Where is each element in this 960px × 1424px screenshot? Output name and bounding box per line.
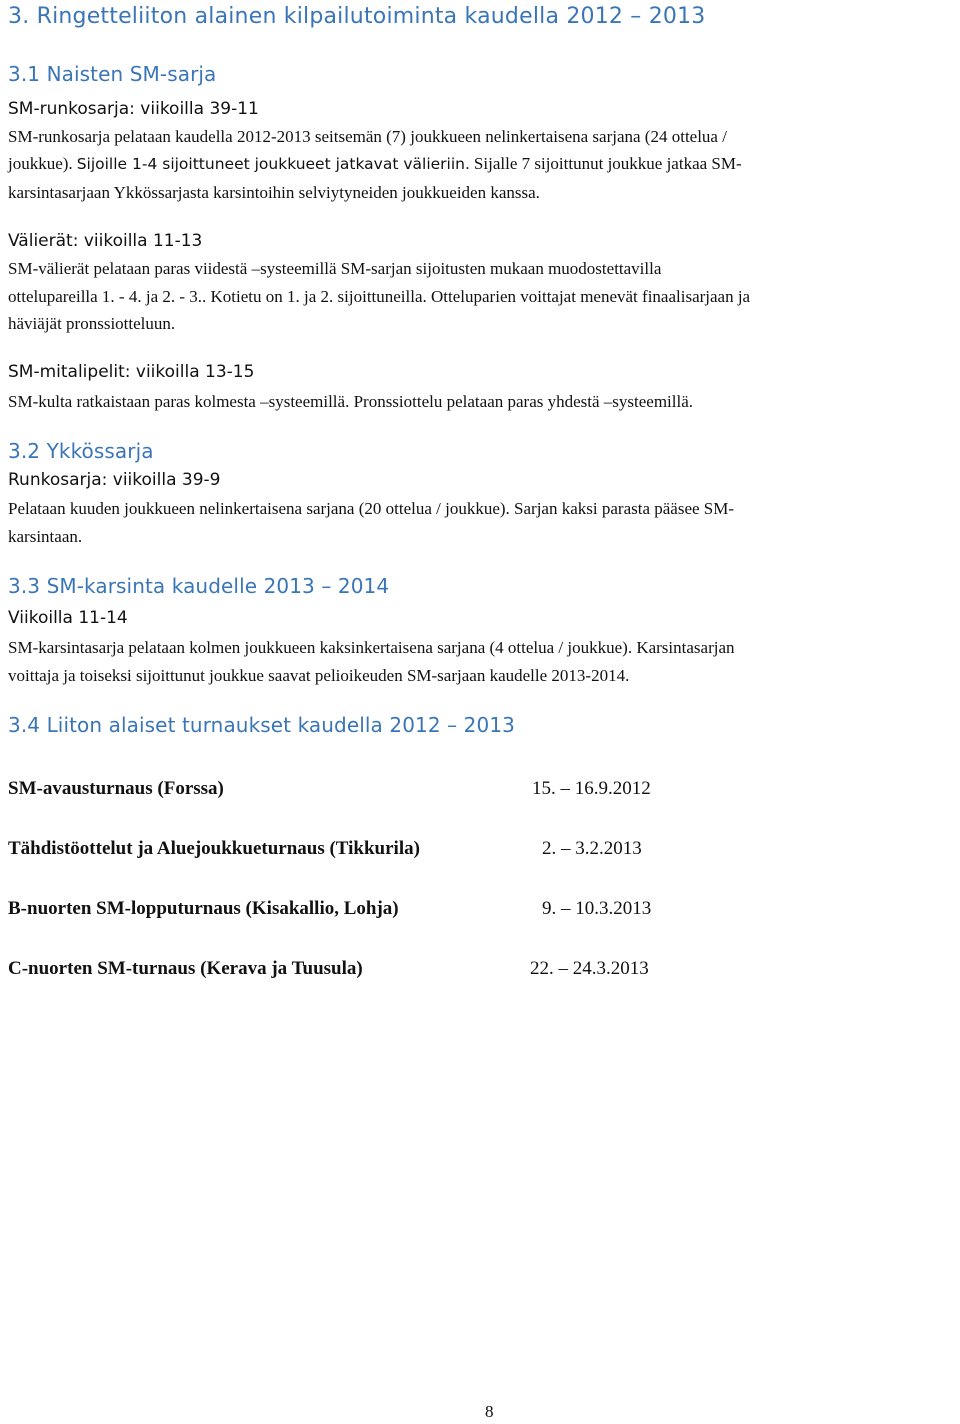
event-name: SM-avausturnaus (Forssa) [8,778,224,799]
event-name: C-nuorten SM-turnaus (Kerava ja Tuusula) [8,958,363,979]
section-3-1-subheading-runkosarja: SM-runkosarja: viikoilla 39-11 [8,99,259,119]
section-3-1-subheading-valierat: Välierät: viikoilla 11-13 [8,231,203,251]
page-number: 8 [485,1402,494,1421]
paragraph-line: karsintaan. [8,527,83,546]
section-3-2-title: 3.2 Ykkössarja [8,439,154,463]
text-span: joukkue). [8,154,73,173]
paragraph-line: karsintasarjaan Ykkössarjasta karsintoihin selviytyneiden joukkueiden kanssa. [8,183,540,202]
event-name: B-nuorten SM-lopputurnaus (Kisakallio, Lohja) [8,898,399,919]
paragraph-line: Pelataan kuuden joukkueen nelinkertaisena sarjana (20 ottelua / joukkue). Sarjan kaksi parasta pääsee SM- [8,499,735,518]
text-span: Sijoille 1-4 sijoittuneet joukkueet jatkavat välieriin. [76,155,470,173]
paragraph-line: häviäjät pronssiotteluun. [8,314,176,333]
event-date: 9. – 10.3.2013 [542,898,652,919]
section-3-2-subheading: Runkosarja: viikoilla 39-9 [8,470,221,490]
paragraph-line: voittaja ja toiseksi sijoittunut joukkue saavat pelioikeuden SM-sarjaan kaudelle 2013-2014. [8,666,630,685]
paragraph-line: SM-kulta ratkaistaan paras kolmesta –systeemillä. Pronssiottelu pelataan paras yhdestä –systeemillä. [8,392,694,411]
paragraph-line: SM-karsintasarja pelataan kolmen joukkueen kaksinkertaisena sarjana (4 ottelua / joukkue). Karsintasarjan [8,638,735,657]
event-date: 2. – 3.2.2013 [542,838,642,859]
event-name: Tähdistöottelut ja Aluejoukkueturnaus (Tikkurila) [8,838,420,859]
main-heading: 3. Ringetteliiton alainen kilpailutoiminta kaudella 2012 – 2013 [8,4,706,29]
paragraph-line: SM-runkosarja pelataan kaudella 2012-2013 seitsemän (7) joukkueen nelinkertaisena sarjana (24 ottelua / [8,127,727,146]
section-3-3-subheading: Viikoilla 11-14 [8,608,128,628]
text-span: Sijalle 7 sijoittunut joukkue jatkaa SM- [473,154,742,173]
paragraph-line: ottelupareilla 1. - 4. ja 2. - 3.. Kotietu on 1. ja 2. sijoittuneilla. Otteluparien voittajat menevät finaalisarjaan ja [8,287,751,306]
section-3-4-title: 3.4 Liiton alaiset turnaukset kaudella 2012 – 2013 [8,713,515,737]
paragraph-line: SM-välierät pelataan paras viidestä –systeemillä SM-sarjan sijoitusten mukaan muodostettavilla [8,259,662,278]
event-date: 15. – 16.9.2012 [532,778,651,799]
section-3-1-title: 3.1 Naisten SM-sarja [8,62,217,86]
section-3-3-title: 3.3 SM-karsinta kaudelle 2013 – 2014 [8,574,390,598]
section-3-1-subheading-mitalipelit: SM-mitalipelit: viikoilla 13-15 [8,362,255,382]
paragraph-line [8,154,742,174]
event-date: 22. – 24.3.2013 [530,958,649,979]
